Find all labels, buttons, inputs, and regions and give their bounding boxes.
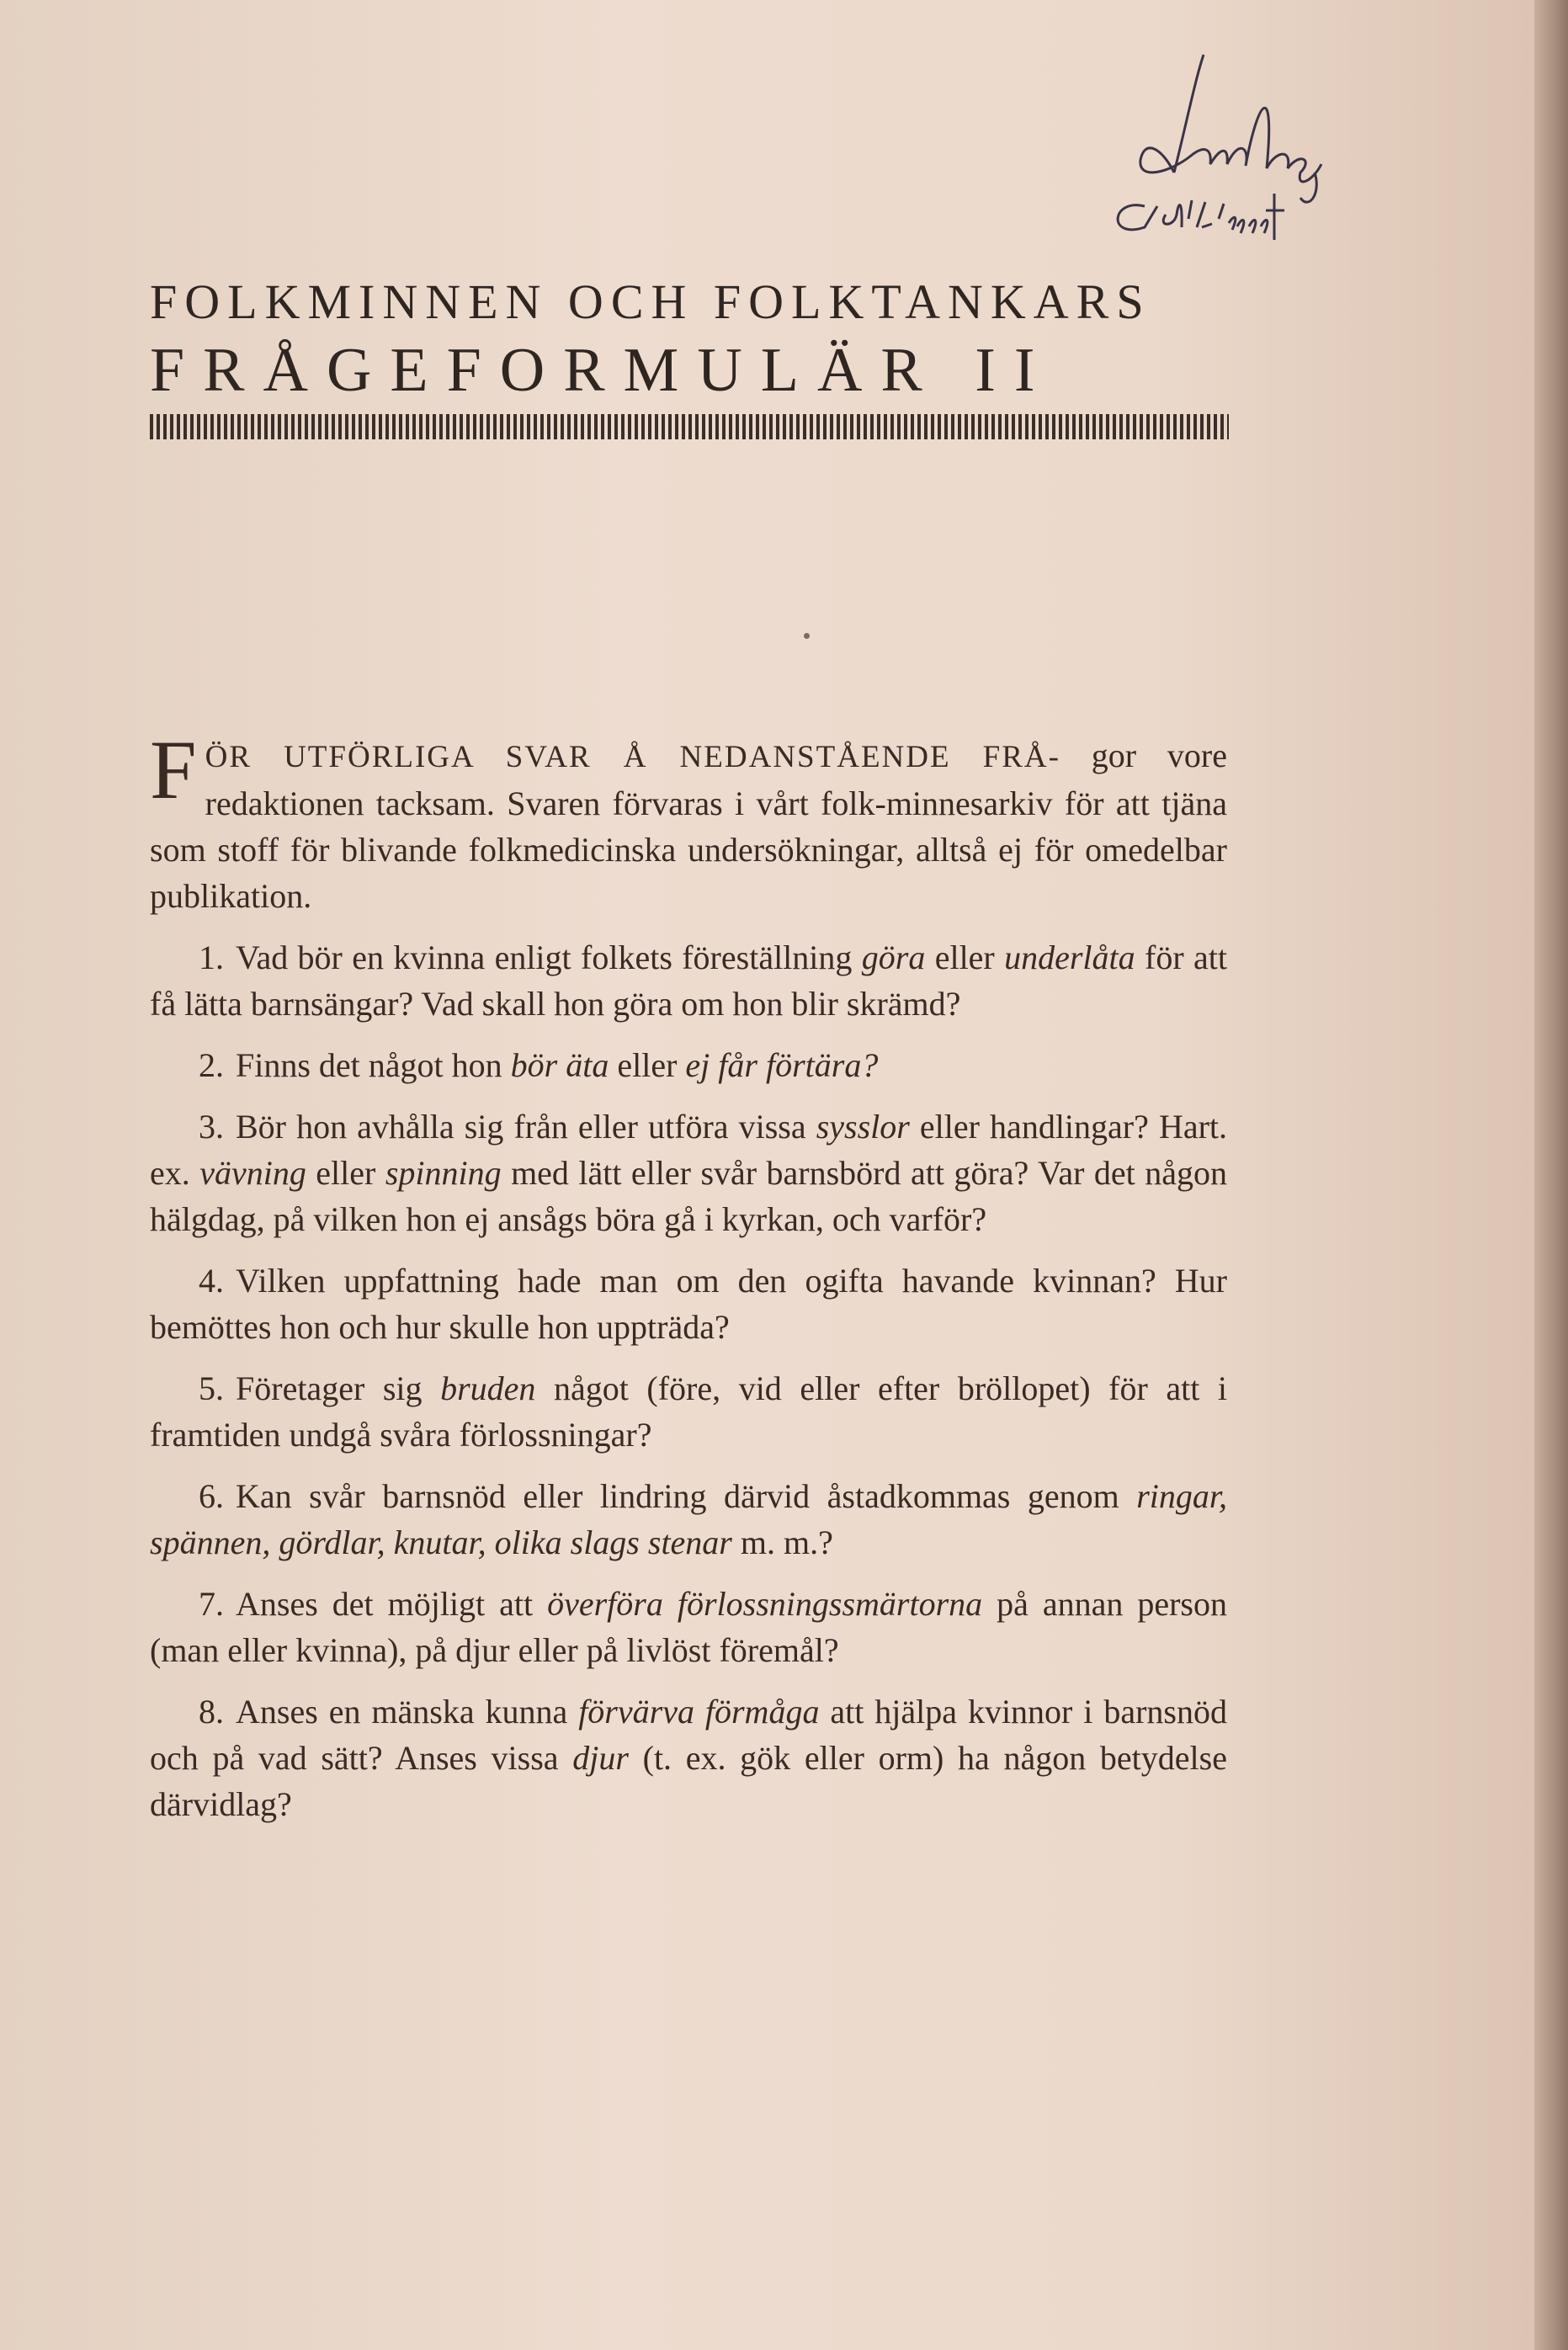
question-text: eller handlingar? Hart. ex. [150, 1108, 1228, 1192]
question-text: (t. ex. gök eller orm) ha någon betydelse därvidlag? [150, 1739, 1227, 1823]
question-text: på annan person (man eller kvinna), på djur eller på livlöst föremål? [150, 1585, 1227, 1669]
question-text: Vad bör en kvinna enligt folkets föreställning [236, 938, 862, 976]
question-emphasis: överföra förlossningssmärtorna [547, 1585, 983, 1623]
question-text: Anses det möjligt att [236, 1585, 548, 1623]
question-item [150, 1103, 1227, 1242]
handwritten-signature [1094, 46, 1347, 248]
question-number: 4. [199, 1262, 224, 1300]
question-text: med lätt eller svår barnsbörd att göra? Var det någon hälgdag, på vilken hon ej ansågs böra gå i kyrkan, och varför? [150, 1154, 1227, 1238]
question-number: 5. [199, 1369, 224, 1407]
intro-paragraph [150, 723, 1227, 919]
question-number: 7. [199, 1585, 224, 1623]
question-emphasis: underlåta [1004, 938, 1135, 976]
question-item [150, 1365, 1227, 1458]
question-text: Finns det något hon [236, 1046, 511, 1084]
question-number: 1. [199, 938, 224, 976]
question-item [150, 1473, 1227, 1566]
question-emphasis: ringar, spännen, gördlar, knutar, olika slags stenar [150, 1477, 1227, 1561]
question-text: Bör hon avhålla sig från eller utföra vissa [236, 1108, 816, 1146]
question-item [150, 1257, 1227, 1350]
question-text: eller [306, 1154, 385, 1192]
question-emphasis: sysslor [816, 1108, 910, 1146]
question-text: m. m.? [731, 1523, 833, 1561]
question-number: 2. [199, 1046, 224, 1084]
question-text: eller [609, 1046, 686, 1084]
question-item [150, 1581, 1227, 1673]
ink-speck [804, 633, 810, 639]
question-text: att hjälpa kvinnor i barnsnöd och på vad sätt? Anses vissa [150, 1693, 1227, 1777]
question-text: Vilken uppfattning hade man om den ogifta havande kvinnan? Hur bemöttes hon och hur skulle hon uppträda? [150, 1262, 1227, 1346]
question-emphasis: bruden [440, 1369, 536, 1407]
intro-lead: ÖR UTFÖRLIGA SVAR Å NEDANSTÅENDE FRÅ- [205, 740, 1060, 774]
intro-text: gor vore redaktionen tacksam. Svaren förvaras i vårt folk-minnesarkiv för att tjäna som stoff för blivande folkmedicinska undersökningar, alltså ej för omedelbar publikation. [150, 736, 1227, 915]
intro-dropcap: F [150, 723, 197, 816]
question-text: Kan svår barnsnöd eller lindring därvid åstadkommas genom [236, 1477, 1137, 1515]
question-emphasis: djur [572, 1739, 629, 1777]
question-text: för att få lätta barnsängar? Vad skall hon göra om hon blir skrämd? [150, 938, 1227, 1023]
question-number: 8. [199, 1693, 224, 1731]
decorative-rule [150, 414, 1229, 439]
question-emphasis: spinning [385, 1154, 502, 1192]
question-number: 3. [199, 1108, 224, 1146]
question-item [150, 1688, 1227, 1827]
header-title-line2: FRÅGEFORMULÄR II [150, 336, 1054, 405]
question-number: 6. [199, 1477, 224, 1515]
question-emphasis: göra [861, 938, 926, 976]
question-text: Anses en mänska kunna [236, 1693, 579, 1731]
question-item [150, 934, 1227, 1027]
question-emphasis: förvärva förmåga [578, 1693, 820, 1731]
question-emphasis: bör äta [510, 1046, 609, 1084]
question-emphasis: ej får förtära? [685, 1046, 879, 1084]
question-text: något (före, vid eller efter bröllopet) för att i framtiden undgå svåra förlossningar? [150, 1369, 1227, 1454]
header-title-line1: FOLKMINNEN OCH FOLKTANKARS [150, 274, 1151, 329]
question-text: eller [925, 938, 1005, 976]
page-edge [1534, 0, 1568, 2350]
question-emphasis: vävning [199, 1154, 306, 1192]
question-list [150, 934, 1227, 1842]
question-item [150, 1042, 1227, 1088]
question-text: Företager sig [236, 1369, 441, 1407]
